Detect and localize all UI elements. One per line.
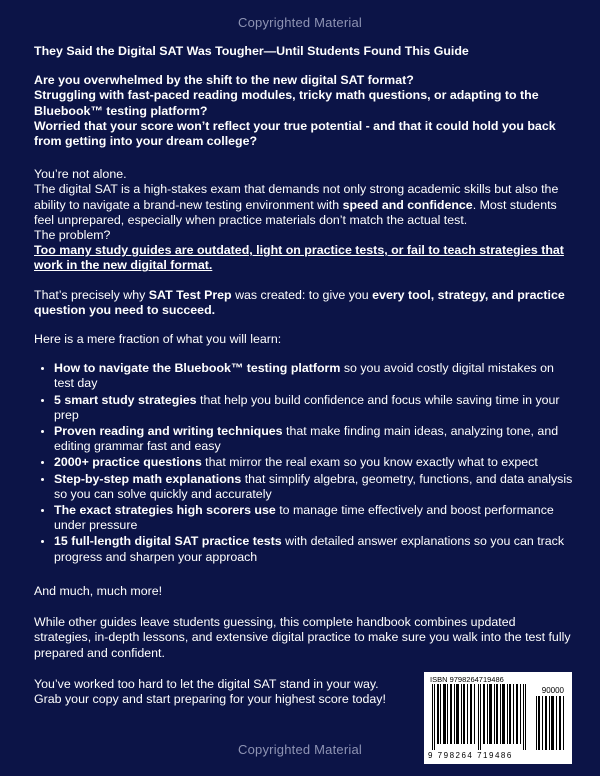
back-cover-text: [34, 44, 574, 707]
cta-line-2: Grab your copy and start preparing for your highest score today!: [34, 691, 386, 706]
isbn-label: ISBN 9798264719486: [430, 675, 504, 684]
watermark-bottom: Copyrighted Material: [238, 742, 362, 757]
list-item: • Step-by-step math explanations that simplify algebra, geometry, functions, and data analysis so you can solve quickly and accurately: [54, 472, 574, 502]
watermark-top: Copyrighted Material: [238, 15, 362, 30]
question-3: Worried that your score won’t reflect your true potential - and that it could hold you back from getting into your dream college?: [34, 118, 556, 149]
intro-paragraph: The digital SAT is a high-stakes exam that demands not only strong academic skills but also the ability to navigate a brand-new testing environment with speed and confidence. Most students feel unprepared, especially when practice materials don’t match the actual test.: [34, 182, 559, 227]
fraction-intro: Here is a mere fraction of what you will learn:: [34, 332, 282, 347]
barcode-bars-icon: [430, 684, 532, 750]
more-line: And much, much more!: [34, 583, 163, 598]
problem-label: The problem?: [34, 228, 111, 243]
list-item: • The exact strategies high scorers use to manage time effectively and boost performance under pressure: [54, 503, 574, 533]
list-item: • How to navigate the Bluebook™ testing platform so you avoid costly digital mistakes on test day: [54, 361, 574, 391]
why-paragraph: That’s precisely why SAT Test Prep was created: to give you every tool, strategy, and practice question you need to succeed.: [34, 287, 565, 317]
problem-statement: Too many study guides are outdated, light on practice tests, or fail to teach strategies that work in the new digital format.: [34, 243, 564, 273]
barcode-digits: 9 798264 719486: [428, 751, 513, 760]
cta-line-1: You’ve worked too hard to let the digital SAT stand in your way.: [34, 676, 379, 691]
headline: They Said the Digital SAT Was Tougher—Until Students Found This Guide: [34, 44, 469, 58]
price-code: 90000: [541, 686, 564, 695]
list-item: • 2000+ practice questions that mirror the real exam so you know exactly what to expect: [54, 455, 574, 470]
question-1: Are you overwhelmed by the shift to the new digital SAT format?: [34, 73, 414, 88]
learning-list: [34, 361, 574, 565]
closing-paragraph: While other guides leave students guessing, this complete handbook combines updated strategies, in-depth lessons, and extensive digital practice to make sure you walk into the test fully prepared and confident.: [34, 615, 571, 660]
list-item: • Proven reading and writing techniques that make finding main ideas, analyzing tone, and editing grammar fast and easy: [54, 424, 574, 454]
question-2: Struggling with fast-paced reading modules, tricky math questions, or adapting to the Bluebook™ testing platform?: [34, 88, 539, 118]
list-item: • 5 smart study strategies that help you build confidence and focus while saving time in your prep: [54, 393, 574, 423]
list-item: • 15 full-length digital SAT practice tests with detailed answer explanations so you can track progress and sharpen your approach: [54, 534, 574, 564]
not-alone: You’re not alone.: [34, 167, 127, 182]
